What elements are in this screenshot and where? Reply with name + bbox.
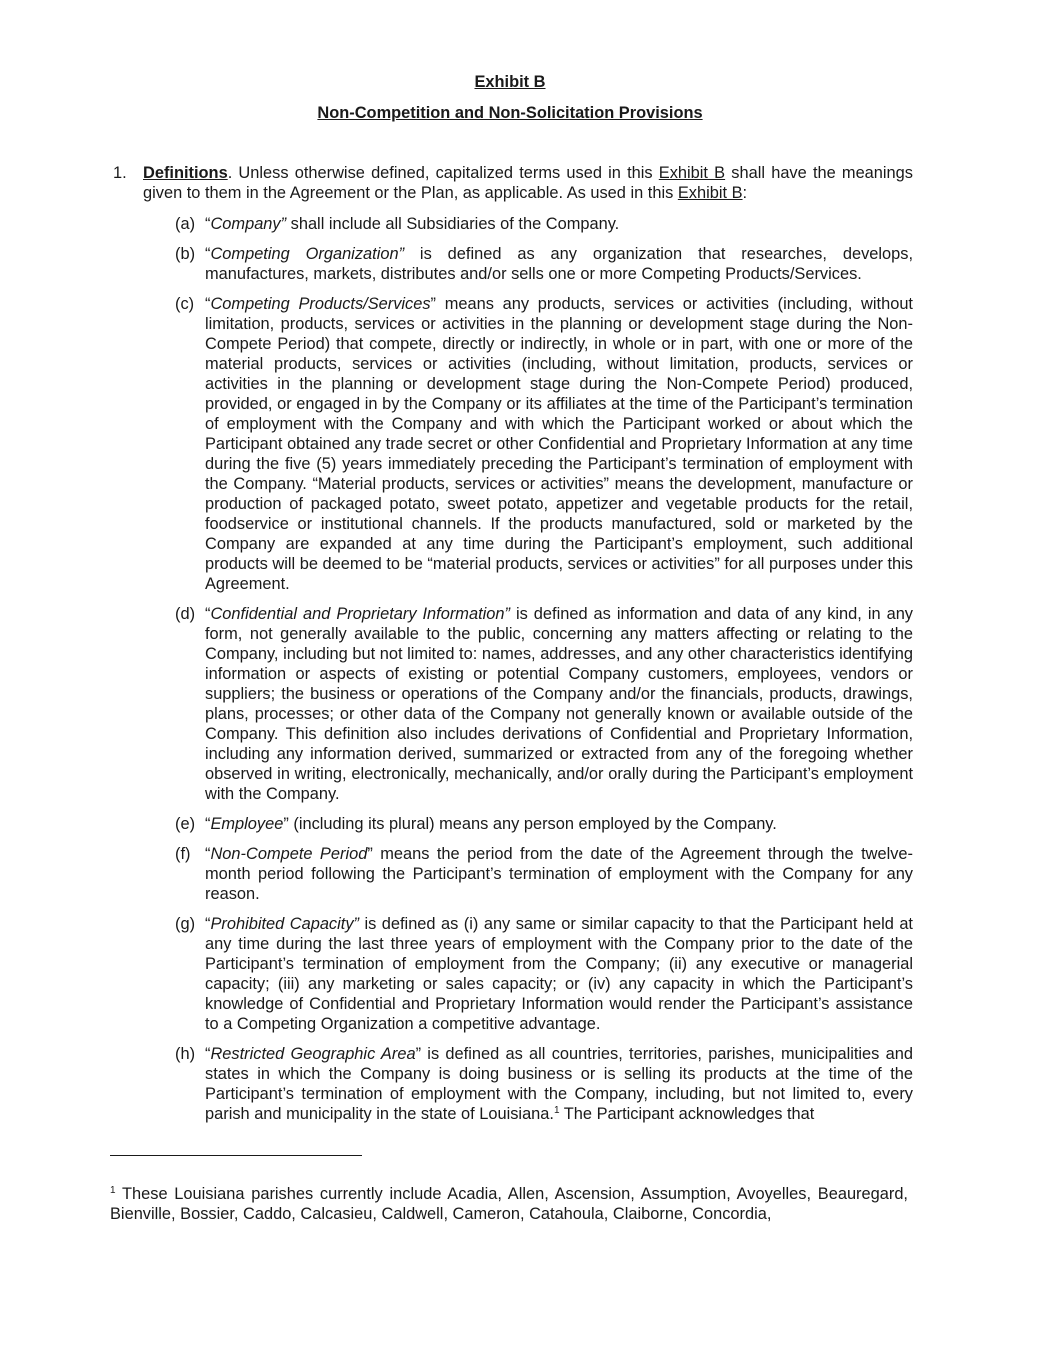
- defined-term: Competing Organization”: [210, 245, 405, 263]
- item-label: (a): [175, 215, 196, 233]
- defined-term: Restricted Geographic Area: [210, 1045, 416, 1063]
- exhibit-ref-2: Exhibit B: [677, 184, 743, 202]
- intro-text-1: . Unless otherwise defined, capitalized terms used in this: [227, 164, 659, 182]
- defined-term: Confidential and Proprietary Information”: [210, 605, 510, 623]
- defined-term: Competing Products/Services: [210, 295, 431, 313]
- item-label: (b): [175, 245, 196, 263]
- item-label: (e): [175, 815, 196, 833]
- definition-text: ” means the period from the date of the Agreement through the twelve-month period following the Participant’s termination of employment with the Company for any reason.: [205, 845, 914, 903]
- definition-item-c: [175, 294, 913, 594]
- item-label: (f): [175, 845, 191, 863]
- defined-term: Non-Compete Period: [210, 845, 368, 863]
- footnote: [110, 1184, 908, 1224]
- item-label: (d): [175, 605, 196, 623]
- footnote-text: These Louisiana parishes currently include Acadia, Allen, Ascension, Assumption, Avoyelles, Beauregard, Bienville, Bossier, Caddo, Calcasieu, Caldwell, Cameron, Catahoula, Claiborne, Concordia,: [110, 1185, 908, 1223]
- definitions-list: [175, 214, 913, 1134]
- footnote-reference[interactable]: 1: [553, 1105, 560, 1116]
- definition-text: ” means any products, services or activities (including, without limitation, products, services or activities in the planning or development stage during the Non-Compete Period) that compete, directly or indirectly, in whole or in part, with one or more of the material products, services or activities (including, without limitation, products, services or activities in the planning or development stage during the Non-Compete Period) produced, provided, or engaged in by the Company or its affiliates at the time of the Participant’s termination of employment with the Company and with which the Participant worked or about which the Participant obtained any trade secret or other Confidential and Proprietary Information at any time during the five (5) years immediately preceding the Participant’s termination of employment with the Company. “Material products, services or activities” means the development, manufacture or production of packaged potato, sweet potato, appetizer and vegetable products for the retail, foodservice or institutional channels. If the products manufactured, sold or marketed by the Company are expanded at any time during the Participant’s employment, such additional products will be deemed to be “material products, services or activities” for all purposes under this Agreement.: [205, 295, 913, 593]
- open-quote: “: [205, 245, 211, 263]
- defined-term: Employee: [210, 815, 284, 833]
- item-label: (h): [175, 1045, 196, 1063]
- exhibit-ref-1: Exhibit B: [658, 164, 726, 182]
- definition-text-continued: The Participant acknowledges that: [559, 1105, 815, 1123]
- open-quote: “: [205, 215, 211, 233]
- definition-item-a: [175, 214, 913, 234]
- intro-text-2: shall have the meanings given to them in the Agreement or the Plan, as applicable. As used in this: [143, 164, 913, 202]
- section-definitions: [113, 163, 913, 203]
- definition-item-d: [175, 604, 913, 804]
- defined-term: Prohibited Capacity”: [210, 915, 359, 933]
- section-heading: Definitions: [143, 164, 228, 182]
- definition-item-g: [175, 914, 913, 1034]
- intro-text-3: :: [742, 184, 748, 202]
- open-quote: “: [205, 1045, 211, 1063]
- exhibit-title: Exhibit B: [474, 73, 546, 91]
- definition-text: is defined as (i) any same or similar capacity to that the Participant held at any time during the last three years of employment with the Company prior to the date of the Participant’s termination of employment from the Company; (ii) any executive or managerial capacity; (iii) any marketing or sales capacity; or (iv) any capacity in which the Participant’s knowledge of Confidential and Proprietary Information would render the Participant’s assistance to a Competing Organization a competitive advantage.: [205, 915, 913, 1033]
- footnote-separator: [110, 1155, 362, 1156]
- open-quote: “: [205, 815, 211, 833]
- item-label: (g): [175, 915, 196, 933]
- definition-text: ” is defined as all countries, territories, parishes, municipalities and states in which the Company is doing business or is selling its products at the time of the Participant’s termination of employment with the Company, including, but not limited to, every parish and municipality in the state of Louisiana.: [205, 1045, 913, 1123]
- open-quote: “: [205, 845, 211, 863]
- definition-item-e: [175, 814, 913, 834]
- definition-text: is defined as any organization that researches, develops, manufactures, markets, distributes and/or sells one or more Competing Products/Services.: [205, 245, 913, 283]
- definition-item-b: [175, 244, 913, 284]
- open-quote: “: [205, 915, 211, 933]
- definition-item-h: [175, 1044, 913, 1124]
- section-intro: [143, 163, 913, 203]
- definition-text: is defined as information and data of any kind, in any form, not generally available to the public, concerning any matters affecting or relating to the Company, including but not limited to: names, addresses, and any other characteristics identifying information or aspects of existing or potential Company customers, employees, vendors or suppliers; the business or operations of the Company and/or the financials, products, drawings, plans, processes; or other data of the Company not generally known or available outside of the Company. This definition also includes derivations of Confidential and Proprietary Information, including any information derived, summarized or extracted from any of the foregoing whether observed in writing, electronically, mechanically, and/or orally during the Participant’s employment with the Company.: [205, 605, 914, 803]
- section-number: 1.: [113, 164, 127, 182]
- exhibit-subtitle: Non-Competition and Non-Solicitation Provisions: [317, 104, 703, 122]
- definition-text: ” (including its plural) means any person employed by the Company.: [283, 815, 777, 833]
- open-quote: “: [205, 605, 211, 623]
- item-label: (c): [175, 295, 195, 313]
- definition-text: shall include all Subsidiaries of the Company.: [286, 215, 620, 233]
- footnote-marker: 1: [110, 1185, 116, 1196]
- open-quote: “: [205, 295, 211, 313]
- definition-item-f: [175, 844, 913, 904]
- defined-term: Company”: [210, 215, 287, 233]
